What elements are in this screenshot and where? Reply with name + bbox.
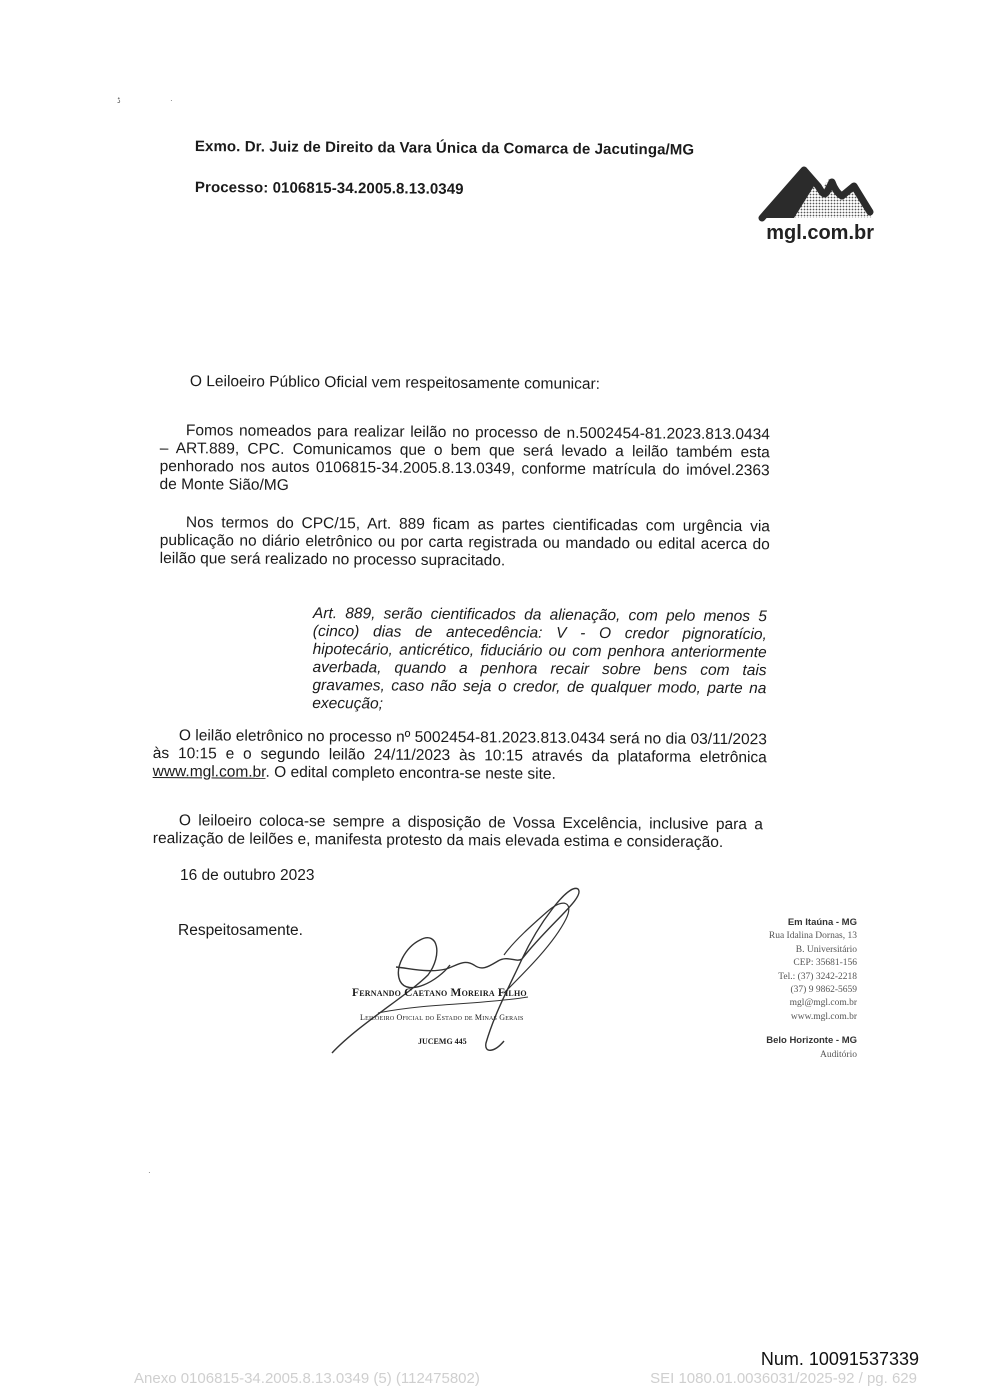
company-logo [758,160,878,250]
paragraph-3 [153,727,767,785]
document-number: Num. 10091537339 [760,1349,919,1369]
address-phone-1: Tel.: (37) 3242-2218 [778,971,857,982]
signature-block [318,885,608,1060]
closing-line: Respeitosamente. [178,922,303,939]
address-city-itauna: Em Itaúna - MG [787,917,857,928]
paragraph-1-text: Fomos nomeados para realizar leilão no processo de n.5002454-81.2023.813.0434 – ART.889, CPC. Comunicamos que o bem que será levado a leilão também esta penhorado nos autos 0106815-34.2005.8.13.0349, conforme matrícula do imóvel.2363 de Monte Sião/MG [159,422,770,494]
legal-quote: Art. 889, serão cientificados da alienação, com pelo menos 5 (cinco) dias de antecedência: V - O credor pignoratício, hipotecário, anticrético, fiduciário ou com penhora anteriormente averbada, quando a penhora recair sobre bens com tais gravames, caso não seja o credor, de qualquer modo, parte na execução; [312,605,767,713]
logo-text: mgl.com.br [766,222,874,244]
address-phone-2: (37) 9 9862-5659 [790,985,857,996]
scan-speck: ڈ [117,96,121,105]
process-number: Processo: 0106815-34.2005.8.13.0349 [194,179,464,198]
address-district: B. Universitário [795,944,857,955]
paragraph-3-text: O leilão eletrônico no processo nº 5002454-81.2023.813.0434 será no dia 03/11/2023 às 10:15 e o segundo leilão 24/11/2023 às 10:15 através da plataforma eletrônica [152,727,767,767]
signer-role: Leiloeiro Oficial do Estado de Minas Gerais [360,1013,524,1022]
mountain-logo-icon [758,160,878,222]
paragraph-3-end: . O edital completo encontra-se neste site. [265,763,556,783]
website-link[interactable]: www.mgl.com.br [152,762,266,781]
letter-date: 16 de outubro 2023 [180,867,315,884]
signer-registration: JUCEMG 445 [418,1037,467,1046]
address-venue: Auditório [820,1049,857,1060]
address-city-bh: Belo Horizonte - MG [766,1035,857,1047]
handwritten-signature [318,885,608,1060]
address-email: mgl@mgl.com.br [789,998,857,1009]
address-street: Rua Idalina Dornas, 13 [768,931,857,942]
address-block [697,916,857,1062]
paragraph-1 [159,422,769,498]
paragraph-2-text: Nos termos do CPC/15, Art. 889 ficam as partes cientificadas com urgência via publicação no diário eletrônico ou por carta registrada ou mandado ou edital acerca do leilão que será realizado no processo supracitado. [159,514,770,570]
scan-speck: · [170,96,173,105]
scan-speck: · [148,1168,151,1177]
address-website: www.mgl.com.br [790,1011,857,1022]
addressee-line: Exmo. Dr. Juiz de Direito da Vara Única da Comarca de Jacutinga/MG [194,138,695,159]
sei-reference: SEI 1080.01.0036031/2025-92 / pg. 629 [650,1370,917,1387]
paragraph-2 [160,514,770,572]
annex-reference: Anexo 0106815-34.2005.8.13.0349 (5) (112475802) [134,1370,480,1387]
paragraph-4-text: O leiloeiro coloca-se sempre a disposição de Vossa Excelência, inclusive para a realização de leilões e, manifesta protesto da mais elevada estima e consideração. [152,812,763,851]
address-cep: CEP: 35681-156 [793,958,857,969]
signer-name: Fernando Caetano Moreira Filho [352,987,527,999]
opening-line: O Leiloeiro Público Oficial vem respeitosamente comunicar: [189,373,601,393]
paragraph-4 [153,812,763,852]
